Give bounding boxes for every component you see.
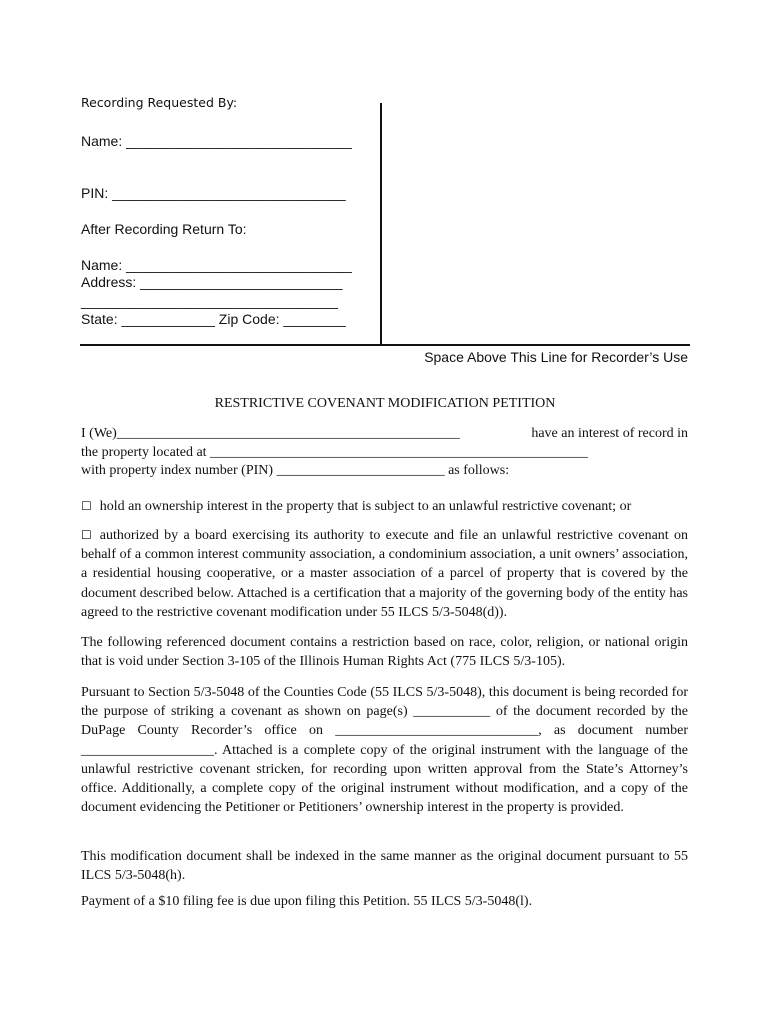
option-board-authorized <box>81 526 688 622</box>
recorder-space-divider <box>80 344 690 346</box>
property-location-text[interactable]: the property located at ______________________________________________________ <box>81 445 589 460</box>
property-pin-line[interactable] <box>81 463 688 479</box>
header-vertical-divider <box>380 103 382 346</box>
referenced-document-paragraph: The following referenced document contains a restriction based on race, color, religion, or national origin that is void under Section 3-105 of the Illinois Human Rights Act (775 ILCS 5/3-105). <box>81 635 688 670</box>
property-location-line[interactable] <box>81 445 688 461</box>
requester-pin-field[interactable]: PIN: ______________________________ <box>81 185 346 201</box>
after-recording-label: After Recording Return To: <box>81 221 247 237</box>
return-address-line2-field[interactable]: _________________________________ <box>81 293 338 309</box>
property-pin-text[interactable]: with property index number (PIN) ________________________ as follows: <box>81 463 510 478</box>
board-authorized-checkbox-icon[interactable]: ☐ <box>81 528 92 542</box>
recording-requested-by-label: Recording Requested By: <box>81 95 238 110</box>
petitioner-name-blank[interactable]: I (We)_________________________________________________ <box>81 426 460 441</box>
requester-name-field[interactable]: Name: _____________________________ <box>81 133 352 149</box>
indexing-paragraph: This modification document shall be indexed in the same manner as the original document pursuant to 55 ILCS 5/3-5048(h). <box>81 849 688 884</box>
filing-fee-paragraph: Payment of a $10 filing fee is due upon filing this Petition. 55 ILCS 5/3-5048(l). <box>81 894 533 909</box>
return-address-field[interactable]: Address: __________________________ <box>81 274 343 290</box>
petitioner-line[interactable] <box>81 426 688 442</box>
pursuant-paragraph: Pursuant to Section 5/3-5048 of the Counties Code (55 ILCS 5/3-5048), this document is being recorded for the purpose of striking a covenant as shown on page(s) ___________ of the document recorded by the DuPage County Recorder’s office on _____________________________, as document number ___________________. Attached is a complete copy of the original instrument with the language of the unlawful restrictive covenant stricken, for recording upon written approval from the State’s Attorney’s office. Additionally, a complete copy of the original instrument without modification, and a copy of the document evidencing the Petitioner or Petitioners’ ownership interest in the property is provided. <box>81 685 688 816</box>
state-zip-field[interactable]: State: ____________ Zip Code: ________ <box>81 311 346 327</box>
ownership-checkbox-icon[interactable]: ☐ <box>81 499 92 513</box>
recorder-use-label: Space Above This Line for Recorder’s Use <box>424 349 688 365</box>
ownership-option-text: hold an ownership interest in the property that is subject to an unlawful restrictive covenant; or <box>99 499 632 514</box>
option-ownership-interest[interactable] <box>81 499 688 515</box>
board-authorized-text: authorized by a board exercising its authority to execute and file an unlawful restrictive covenant on behalf of a common interest community association, a condominium association, a unit owners’ association, a residential housing cooperative, or a master association of a parcel of property that is covered by the document described below. Attached is a certification that a majority of the governing body of the entity has agreed to the restrictive covenant modification under 55 ILCS 5/3-5048(d)). <box>81 528 688 620</box>
interest-of-record-text: have an interest of record in <box>531 426 688 441</box>
return-name-field[interactable]: Name: _____________________________ <box>81 257 352 273</box>
document-title: RESTRICTIVE COVENANT MODIFICATION PETITION <box>214 396 556 411</box>
